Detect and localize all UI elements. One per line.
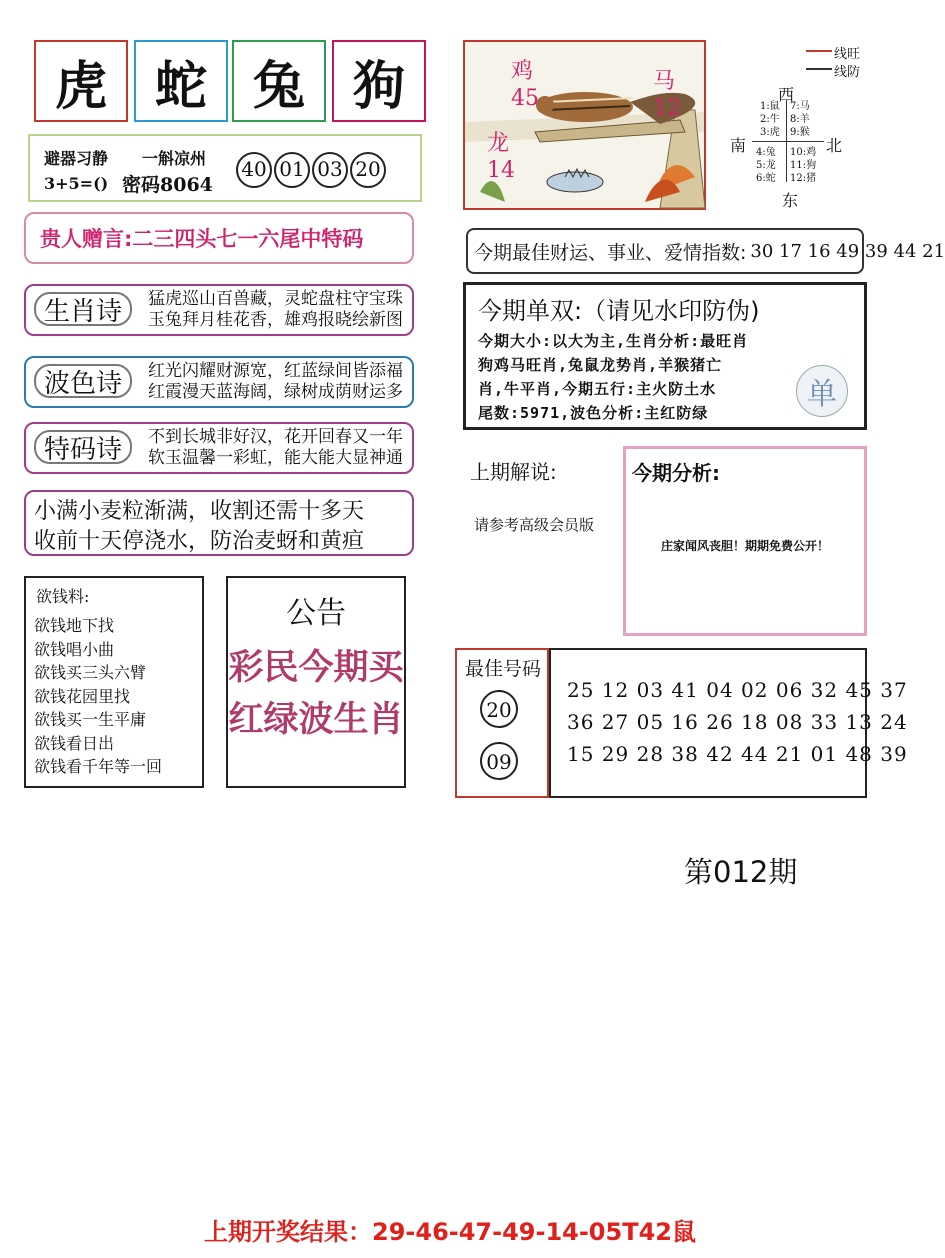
poem-line: 猛虎巡山百兽藏，灵蛇盘柱守宝珠 bbox=[148, 289, 403, 309]
legend-fang-line bbox=[806, 68, 832, 70]
best-circle-number: 09 bbox=[480, 742, 518, 780]
proverb-line: 收前十天停浇水，防治麦蚜和黄疸 bbox=[34, 529, 365, 554]
legend-wang-line bbox=[806, 50, 832, 52]
compass-right-col bbox=[790, 100, 810, 139]
info-line1-left: 避器习静 bbox=[44, 149, 109, 168]
gift-banner bbox=[24, 212, 414, 264]
best-label-box bbox=[455, 648, 549, 798]
poem-line: 红光闪耀财源宽，红蓝绿间皆添福 bbox=[148, 361, 403, 381]
watermark-line: 今期大小:以大为主,生肖分析:最旺肖 bbox=[478, 332, 749, 350]
squirrel-image bbox=[463, 40, 706, 210]
watermark-stamp: 单 bbox=[796, 365, 848, 417]
zodiac-cell: 11:狗 bbox=[790, 160, 817, 171]
poem-tag: 生肖诗 bbox=[34, 292, 132, 326]
legend-wang: 线旺 bbox=[834, 47, 861, 62]
watermark-line: 尾数:5971,波色分析:主红防绿 bbox=[478, 404, 709, 422]
analysis-text: 庄家闻风丧胆！期期免费公开！ bbox=[660, 539, 829, 553]
animal-box-1 bbox=[34, 40, 128, 122]
wants-item: 欲钱看千年等一回 bbox=[34, 757, 163, 776]
last-period-text: 请参考高级会员版 bbox=[474, 516, 595, 534]
compass-hline bbox=[752, 141, 824, 142]
period-label: 第012期 bbox=[684, 855, 798, 889]
animal-box-3 bbox=[232, 40, 326, 122]
compass bbox=[720, 40, 890, 215]
label-long-num: 14 bbox=[487, 158, 515, 183]
best-numbers-box bbox=[549, 648, 908, 798]
watermark-line: 狗鸡马旺肖,兔鼠龙势肖,羊猴猪亡 bbox=[478, 356, 723, 374]
best-numbers-row: 25 12 03 41 04 02 06 32 45 37 bbox=[567, 678, 908, 702]
last-period-title: 上期解说: bbox=[470, 460, 557, 484]
proverb-box bbox=[24, 490, 414, 556]
zodiac-cell: 6:蛇 bbox=[756, 173, 776, 184]
compass-left-col bbox=[760, 100, 780, 139]
notice-body bbox=[228, 642, 404, 746]
dir-north: 北 bbox=[826, 136, 843, 155]
wants-item: 欲钱地下找 bbox=[34, 616, 115, 635]
poem-tag: 波色诗 bbox=[34, 364, 132, 398]
gift-text: 贵人赠言:二三四头七一六尾中特码 bbox=[40, 227, 364, 251]
animal-box-4 bbox=[332, 40, 426, 122]
info-number: 03 bbox=[312, 152, 348, 188]
watermark-title: 今期单双:（请见水印防伪) bbox=[478, 297, 760, 325]
watermark-line: 肖,牛平肖,今期五行:主火防土水 bbox=[478, 380, 717, 398]
animal-4: 狗 bbox=[352, 55, 405, 117]
wants-item: 欲钱买一生平庸 bbox=[34, 710, 147, 729]
fortune-numbers: 30 17 16 49 39 44 21 bbox=[750, 240, 945, 262]
wants-item: 欲钱看日出 bbox=[34, 733, 115, 753]
wants-item: 欲钱唱小曲 bbox=[34, 639, 115, 659]
info-line1-right: 一斛凉州 bbox=[142, 149, 207, 168]
best-title: 最佳号码 bbox=[465, 658, 542, 680]
notice-line: 红绿波生肖 bbox=[228, 699, 404, 740]
proverb-line: 小满小麦粒渐满，收割还需十多天 bbox=[34, 499, 365, 524]
last-result: 上期开奖结果：29-46-47-49-14-05T42鼠 bbox=[204, 1218, 696, 1246]
analysis-title: 今期分析: bbox=[632, 461, 720, 485]
poem-line: 不到长城非好汉，花开回春又一年 bbox=[148, 427, 403, 447]
dir-west: 西 bbox=[778, 85, 795, 104]
best-numbers-row: 15 29 28 38 42 44 21 01 48 39 bbox=[567, 742, 908, 766]
info-number: 20 bbox=[350, 152, 386, 188]
animal-3: 兔 bbox=[252, 55, 305, 117]
compass-bottom-right bbox=[790, 146, 816, 185]
info-box bbox=[28, 134, 422, 202]
watermark-lines bbox=[478, 329, 748, 425]
zodiac-cell: 2:牛 bbox=[760, 114, 780, 125]
notice-title: 公告 bbox=[286, 596, 346, 631]
label-ma-num: 12 bbox=[653, 96, 681, 121]
zodiac-cell: 8:羊 bbox=[790, 114, 810, 125]
dir-south: 南 bbox=[730, 136, 747, 155]
wants-title: 欲钱料: bbox=[36, 587, 90, 606]
analysis-box bbox=[623, 446, 867, 636]
label-ji-num: 45 bbox=[511, 86, 539, 111]
notice-box bbox=[226, 576, 406, 788]
zodiac-cell: 4:兔 bbox=[756, 147, 776, 158]
watermark-box bbox=[463, 282, 867, 430]
animal-1: 虎 bbox=[54, 55, 107, 117]
fortune-box bbox=[466, 228, 945, 274]
label-long: 龙 bbox=[487, 131, 510, 156]
wants-list bbox=[34, 614, 162, 779]
zodiac-cell: 10:鸡 bbox=[790, 147, 817, 158]
info-number: 01 bbox=[274, 152, 310, 188]
poem-line: 红霞漫天蓝海阔，绿树成荫财运多 bbox=[148, 382, 403, 402]
poem-box-bose bbox=[24, 356, 414, 408]
poem-box-shengxiao bbox=[24, 284, 414, 336]
animal-box-2 bbox=[134, 40, 228, 122]
label-ji: 鸡 bbox=[511, 59, 534, 84]
fortune-text: 今期最佳财运、事业、爱情指数: bbox=[474, 241, 747, 264]
poem-tag: 特码诗 bbox=[34, 430, 132, 464]
zodiac-cell: 9:猴 bbox=[790, 127, 810, 138]
zodiac-cell: 7:马 bbox=[790, 101, 810, 112]
poem-line: 软玉温馨一彩虹，能大能大显神通 bbox=[148, 448, 403, 468]
poem-line: 玉兔拜月桂花香，雄鸡报晓绘新图 bbox=[148, 310, 403, 330]
best-numbers-row: 36 27 05 16 26 18 08 33 13 24 bbox=[567, 710, 908, 734]
info-line2-right: 密码8064 bbox=[122, 174, 213, 196]
label-ma: 马 bbox=[653, 69, 676, 94]
notice-line: 彩民今期买 bbox=[228, 647, 404, 688]
info-numbers bbox=[236, 152, 388, 188]
animal-2: 蛇 bbox=[154, 55, 207, 117]
dir-east: 东 bbox=[782, 191, 799, 210]
wants-box bbox=[24, 576, 204, 788]
zodiac-cell: 1:鼠 bbox=[760, 101, 780, 112]
legend-fang: 线防 bbox=[834, 65, 861, 80]
info-line2-left: 3+5=() bbox=[44, 174, 109, 193]
zodiac-cell: 3:虎 bbox=[760, 127, 780, 138]
compass-bottom-left bbox=[756, 146, 776, 185]
zodiac-cell: 12:猪 bbox=[790, 173, 817, 184]
wants-item: 欲钱买三头六臂 bbox=[34, 663, 147, 682]
best-circle-number: 20 bbox=[480, 690, 518, 728]
zodiac-cell: 5:龙 bbox=[756, 160, 776, 171]
info-number: 40 bbox=[236, 152, 272, 188]
poem-box-tema bbox=[24, 422, 414, 474]
wants-item: 欲钱花园里找 bbox=[34, 686, 131, 706]
